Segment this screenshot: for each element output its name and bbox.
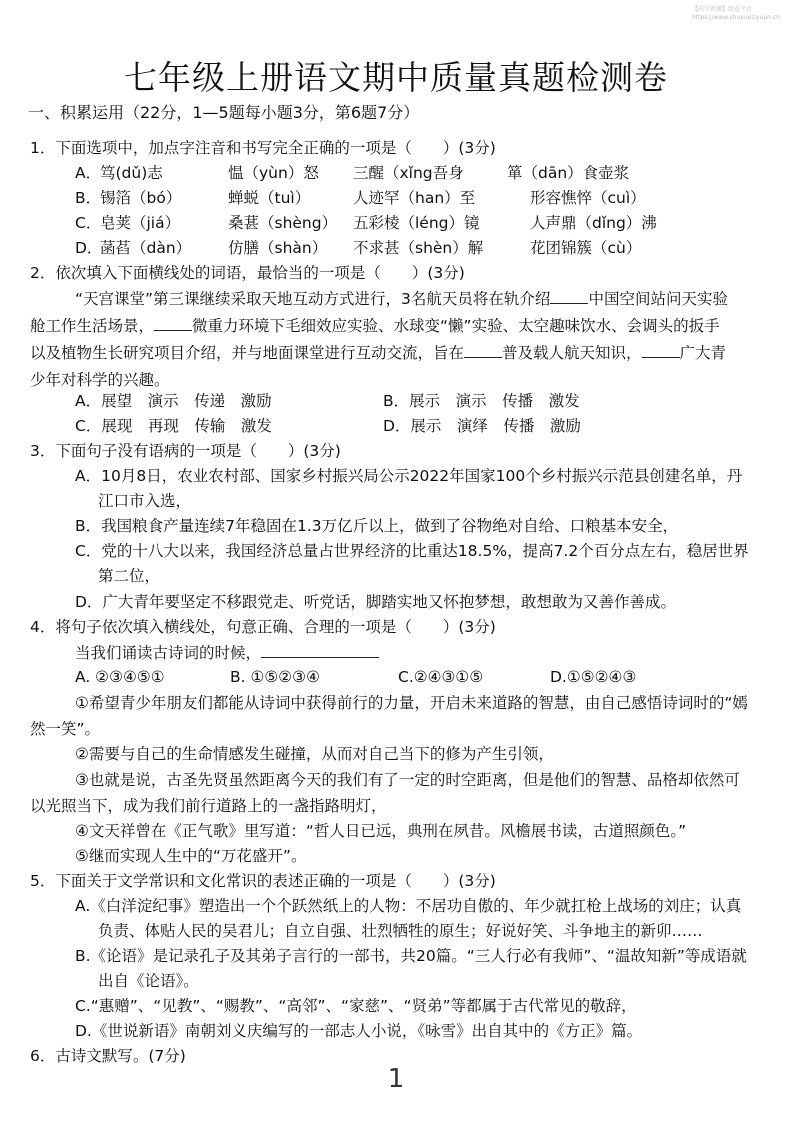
option-a-cont: 江口市入选， (98, 492, 192, 510)
lead-text: 当我们诵读古诗词的时候， (75, 644, 262, 662)
sentence-3: ③也就是说，古圣先贤虽然距离今天的我们有了一定的时空距离，但是他们的智慧、品格却依然可 (75, 771, 740, 789)
option-item: 锡箔（bó） (100, 189, 182, 207)
option-a: A.《白洋淀纪事》塑造出一个个跃然纸上的人物：不居功自傲的、年少就扛枪上战场的刘庄；认真 (75, 897, 742, 915)
passage-text: 中国空间站问天实验 (588, 290, 728, 308)
passage-text: 以及植物生长研究项目介绍，并与地面课堂进行互动交流，旨在 (30, 344, 465, 362)
question-6-stem: 6．古诗文默写。(7分) (30, 1047, 186, 1065)
passage-text: 普及载人航天知识， (502, 344, 642, 362)
choice-b: B. ①⑤②③④ (230, 668, 320, 686)
option-c: C.“惠赠”、“见教”、“赐教”、“高邻”、“家慈”、“贤弟”等都属于古代常见的敬辞， (75, 997, 637, 1015)
option-label: A． (75, 164, 102, 182)
question-5-stem: 5．下面关于文学常识和文化常识的表述正确的一项是（ ）(3分) (30, 872, 496, 890)
fill-blank[interactable] (642, 343, 680, 358)
option-item: 人迹罕（han）至 (353, 189, 476, 207)
passage-line (30, 342, 726, 364)
watermark-line: 【尚学资源】组卷平台 (691, 6, 752, 13)
sentence-4: ④文天祥曾在《正气歌》里写道：“哲人日已远，典刑在夙昔。风檐展书读，古道照颜色。” (75, 822, 687, 840)
section-heading: 一、积累运用（22分，1—5题每小题3分，第6题7分） (28, 103, 420, 122)
option-label: D． (75, 239, 103, 257)
option-item: 仿膳（shàn） (228, 239, 328, 257)
option-d: D．展示 演绎 传播 激励 (383, 417, 581, 435)
option-b: B．展示 演示 传播 激发 (383, 392, 580, 410)
sentence-1-cont: 然一笑”。 (30, 720, 101, 738)
option-a: A．10月8日，农业农村部、国家乡村振兴局公示2022年国家100个乡村振兴示范县创建名单，丹 (75, 467, 743, 485)
option-item: 菡萏（dàn） (100, 239, 192, 257)
question-3-stem: 3．下面句子没有语病的一项是（ ）(3分) (30, 442, 341, 460)
sentence-1: ①希望青少年朋友们都能从诗词中获得前行的力量，开启未来道路的智慧，由自己感悟诗词时的“嫣 (75, 694, 748, 712)
option-d: D．广大青年要坚定不移跟党走、听党话，脚踏实地又怀抱梦想，敢想敢为又善作善成。 (75, 593, 676, 611)
option-item: 五彩棱（léng）镜 (353, 214, 480, 232)
passage-text: 广大青 (679, 344, 727, 362)
sentence-5: ⑤继而实现人生中的“万花盛开”。 (75, 847, 307, 865)
fill-blank[interactable] (464, 343, 502, 358)
option-c-cont: 第二位， (98, 567, 161, 585)
fill-blank[interactable] (261, 643, 379, 658)
option-b: B．我国粮食产量连续7年稳固在1.3万亿斤以上，做到了谷物绝对自给、口粮基本安全， (75, 517, 679, 535)
passage-text: 舱工作生活场景， (30, 317, 155, 335)
option-label: B． (75, 189, 102, 207)
question-1-stem: 1．下面选项中，加点字注音和书写完全正确的一项是（ ）(3分) (30, 139, 496, 157)
option-item: 不求甚（shèn）解 (353, 239, 484, 257)
option-item: 花团锦簇（cù） (530, 239, 642, 257)
fill-blank[interactable] (154, 316, 192, 331)
option-b-cont: 出自《论语》。 (98, 972, 199, 990)
option-a-cont: 负责、体贴人民的吴君儿；自立自强、壮烈牺牲的原生；好说好笑、斗争地主的新卯…… (98, 922, 703, 940)
option-item: 三醒（xǐng吾身 (353, 164, 464, 182)
option-b: B.《论语》是记录孔子及其弟子言行的一部书，共20篇。“三人行必有我师”、“温故知新”等成语就 (75, 947, 747, 965)
option-item: 蝉蜕（tuì） (228, 189, 311, 207)
passage-line: 少年对科学的兴趣。 (30, 371, 170, 389)
option-item: 愠（yùn）怒 (228, 164, 319, 182)
option-d: D.《世说新语》南朝刘义庆编写的一部志人小说，《咏雪》出自其中的《方正》篇。 (75, 1022, 643, 1040)
page-title: 七年级上册语文期中质量真题检测卷 (124, 58, 668, 97)
choice-a: A. ②③④⑤① (75, 668, 165, 686)
fill-blank[interactable] (550, 289, 588, 304)
passage-line (30, 315, 720, 337)
watermark (692, 6, 780, 22)
option-item: 人声鼎（dǐng）沸 (530, 214, 657, 232)
choice-c: C.②④③①⑤ (398, 668, 484, 686)
passage-line (75, 288, 728, 310)
choice-d: D.①⑤②④③ (550, 668, 637, 686)
passage-text: “天宫课堂”第三课继续采取天地互动方式进行，3名航天员将在轨介绍 (75, 290, 551, 308)
option-item: 皂荚（jiá） (100, 214, 181, 232)
q4-lead (75, 642, 379, 664)
sentence-3-cont: 以光照当下，成为我们前行道路上的一盏指路明灯， (30, 797, 387, 815)
option-c: C．展现 再现 传输 激发 (75, 417, 272, 435)
question-4-stem: 4．将句子依次填入横线处，句意正确、合理的一项是（ ）(3分) (30, 618, 496, 636)
option-item: 形容憔悴（cuì） (530, 189, 646, 207)
sentence-2: ②需要与自己的生命情感发生碰撞，从而对自己当下的修为产生引领， (75, 745, 554, 763)
option-item: 笃(dǔ)志 (100, 164, 163, 182)
option-label: C． (75, 214, 102, 232)
option-a: A．展望 演示 传递 激励 (75, 392, 272, 410)
option-item: 箪（dān）食壶浆 (507, 164, 630, 182)
watermark-url: https://www.shuxueziyuan.cn (691, 14, 780, 21)
option-item: 桑葚（shèng） (228, 214, 338, 232)
passage-text: 微重力环境下毛细效应实验、水球变“懒”实验、太空趣味饮水、会调头的扳手 (192, 317, 720, 335)
option-c: C．党的十八大以来，我国经济总量占世界经济的比重达18.5%，提高7.2个百分点左右，稳居世界 (75, 542, 749, 560)
question-2-stem: 2．依次填入下面横线处的词语，最恰当的一项是（ ）(3分) (30, 264, 465, 282)
page-number: 1 (387, 1064, 405, 1094)
